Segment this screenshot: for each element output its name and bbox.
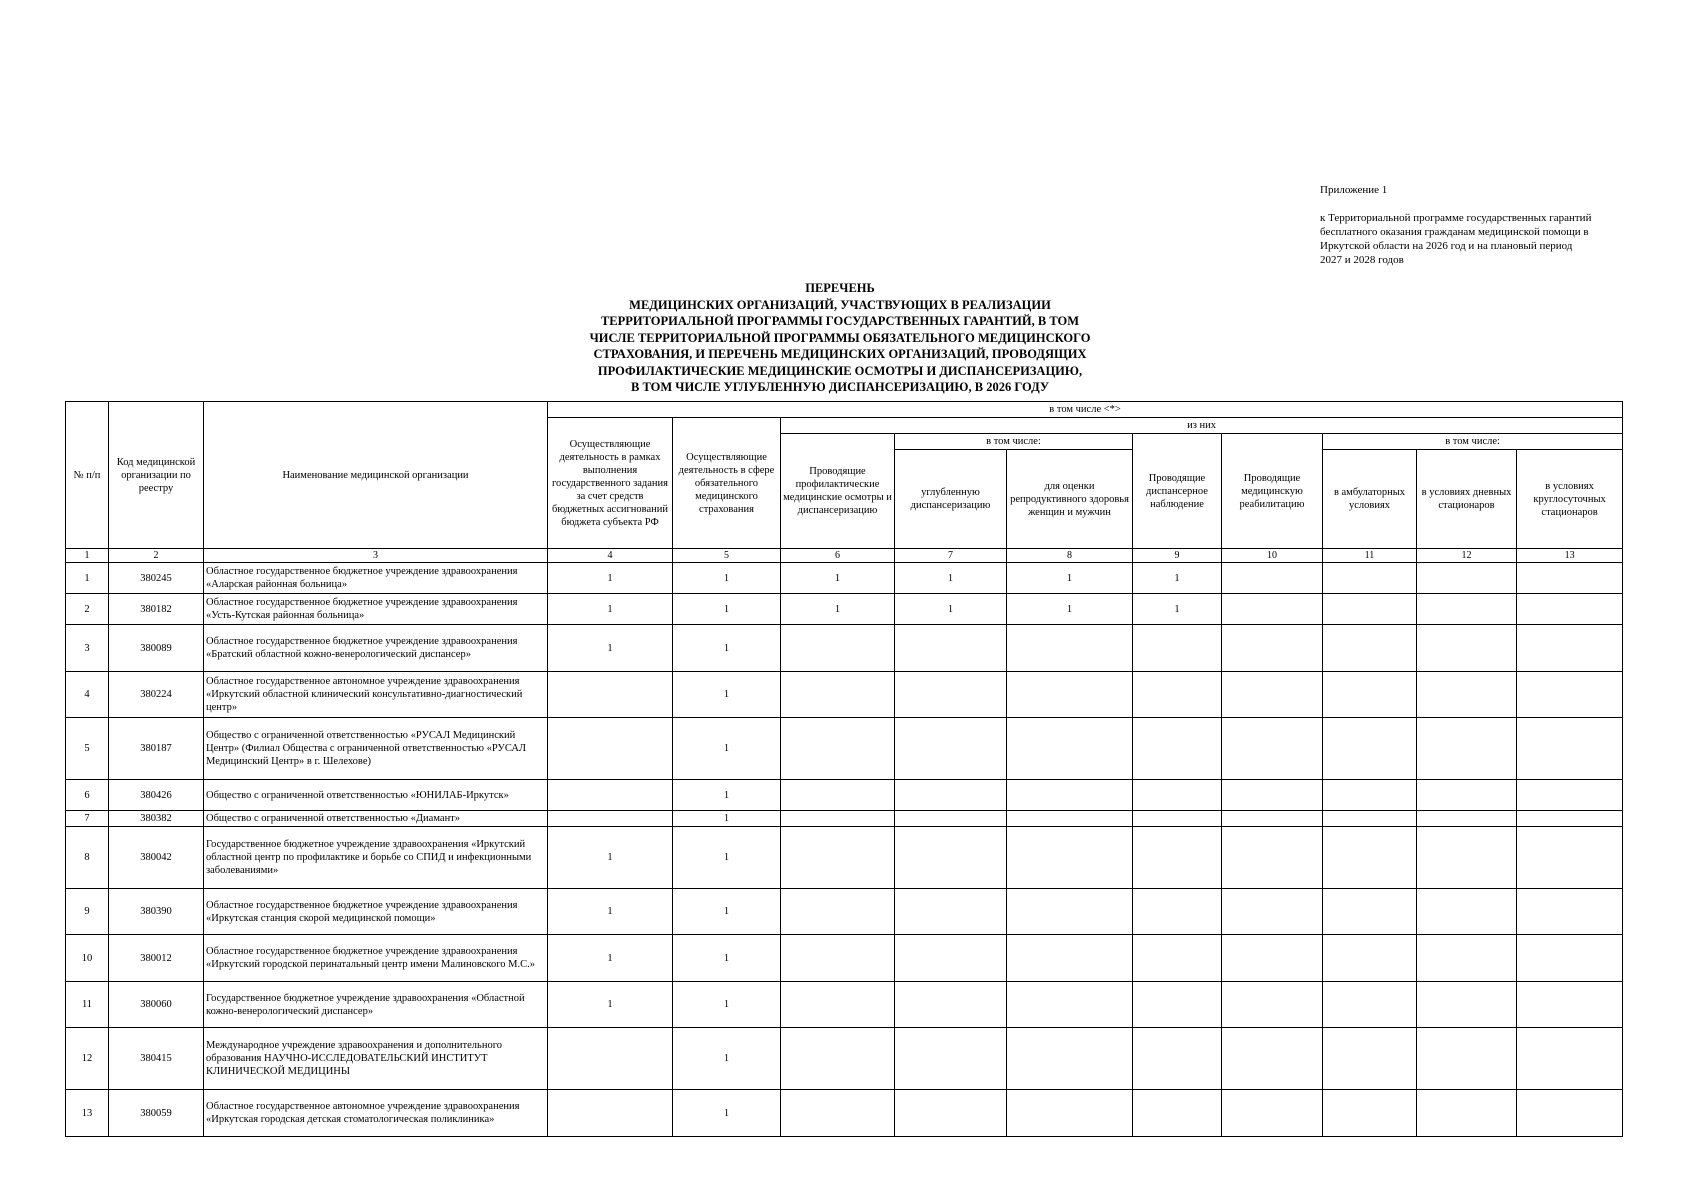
header-col5: Осуществляющие деятельность в сфере обязательного медицинского страхования (673, 418, 781, 549)
title-line: ПЕРЕЧЕНЬ (805, 281, 875, 295)
flag-cell-col9 (1133, 625, 1222, 672)
flag-cell-col13 (1517, 889, 1623, 935)
appendix-line: бесплатного оказания гражданам медицинской помощи в (1320, 226, 1589, 238)
flag-cell-col12 (1417, 594, 1517, 625)
column-number: 1 (66, 549, 109, 563)
flag-cell-col7 (895, 1090, 1007, 1137)
flag-cell-col11 (1323, 594, 1417, 625)
column-number: 7 (895, 549, 1007, 563)
flag-cell-col12 (1417, 672, 1517, 718)
flag-cell-col11 (1323, 625, 1417, 672)
registry-code: 380089 (109, 625, 204, 672)
flag-cell-col6 (781, 780, 895, 811)
flag-cell-col13 (1517, 982, 1623, 1028)
row-number: 11 (66, 982, 109, 1028)
appendix-title: Приложение 1 (1320, 184, 1388, 196)
flag-cell-col13 (1517, 625, 1623, 672)
table-row (66, 780, 1623, 811)
title-line: ПРОФИЛАКТИЧЕСКИЕ МЕДИЦИНСКИЕ ОСМОТРЫ И ДИСПАНСЕРИЗАЦИЮ, (597, 363, 1083, 378)
flag-cell-col13 (1517, 780, 1623, 811)
flag-cell-col10 (1222, 563, 1323, 594)
flag-cell-col8: 1 (1007, 563, 1133, 594)
row-number: 1 (66, 563, 109, 594)
title-line: СТРАХОВАНИЯ, И ПЕРЕЧЕНЬ МЕДИЦИНСКИХ ОРГАНИЗАЦИЙ, ПРОВОДЯЩИХ (593, 347, 1087, 361)
column-number: 5 (673, 549, 781, 563)
flag-cell-col9 (1133, 672, 1222, 718)
flag-cell-col13 (1517, 594, 1623, 625)
organization-name: Областное государственное бюджетное учреждение здравоохранения «Иркутская станция скорой медицинской помощи» (204, 889, 548, 935)
table-row (66, 594, 1623, 625)
header-including: в том числе <*> (548, 402, 1623, 418)
organization-name: Общество с ограниченной ответственностью «РУСАЛ Медицинский Центр» (Филиал Общества с ограниченной ответственностью «РУСАЛ Медицинский Центр» в г. Шелехове) (204, 718, 548, 780)
flag-cell-col13 (1517, 718, 1623, 780)
flag-cell-col9 (1133, 780, 1222, 811)
header-col9: Проводящие диспансерное наблюдение (1133, 434, 1222, 549)
header-col8: для оценки репродуктивного здоровья женщин и мужчин (1007, 450, 1133, 549)
header-col12: в условиях дневных стационаров (1417, 450, 1517, 549)
organization-name: Государственное бюджетное учреждение здравоохранения «Иркутский областной центр по профилактике и борьбе со СПИД и инфекционными заболеваниями» (204, 827, 548, 889)
flag-cell-col6 (781, 982, 895, 1028)
header-col4: Осуществляющие деятельность в рамках выполнения государственного задания за счет средств бюджетных ассигнований бюджета субъекта РФ (548, 418, 673, 549)
flag-cell-col6 (781, 889, 895, 935)
table-row (66, 625, 1623, 672)
organization-name: Международное учреждение здравоохранения и дополнительного образования НАУЧНО-ИССЛЕДОВАТЕЛЬСКИЙ ИНСТИТУТ КЛИНИЧЕСКОЙ МЕДИЦИНЫ (204, 1028, 548, 1090)
title-line: МЕДИЦИНСКИХ ОРГАНИЗАЦИЙ, УЧАСТВУЮЩИХ В РЕАЛИЗАЦИИ (629, 297, 1051, 312)
flag-cell-col13 (1517, 672, 1623, 718)
flag-cell-col6 (781, 1028, 895, 1090)
flag-cell-col4: 1 (548, 625, 673, 672)
header-num: № п/п (66, 402, 109, 549)
column-number: 11 (1323, 549, 1417, 563)
flag-cell-col12 (1417, 563, 1517, 594)
flag-cell-col8 (1007, 780, 1133, 811)
flag-cell-col12 (1417, 827, 1517, 889)
flag-cell-col6 (781, 827, 895, 889)
flag-cell-col10 (1222, 594, 1323, 625)
flag-cell-col9 (1133, 1090, 1222, 1137)
flag-cell-col12 (1417, 1090, 1517, 1137)
flag-cell-col4 (548, 780, 673, 811)
flag-cell-col13 (1517, 1028, 1623, 1090)
flag-cell-col12 (1417, 935, 1517, 982)
header-including-2: в том числе: (895, 434, 1133, 450)
flag-cell-col8 (1007, 672, 1133, 718)
title-line: ЧИСЛЕ ТЕРРИТОРИАЛЬНОЙ ПРОГРАММЫ ОБЯЗАТЕЛЬНОГО МЕДИЦИНСКОГО (589, 330, 1091, 345)
flag-cell-col10 (1222, 811, 1323, 827)
row-number: 10 (66, 935, 109, 982)
flag-cell-col4: 1 (548, 563, 673, 594)
registry-code: 380382 (109, 811, 204, 827)
row-number: 4 (66, 672, 109, 718)
flag-cell-col10 (1222, 718, 1323, 780)
flag-cell-col12 (1417, 1028, 1517, 1090)
flag-cell-col6 (781, 1090, 895, 1137)
flag-cell-col4: 1 (548, 889, 673, 935)
flag-cell-col7 (895, 780, 1007, 811)
flag-cell-col7 (895, 1028, 1007, 1090)
organization-name: Областное государственное бюджетное учреждение здравоохранения «Иркутский городской перинатальный центр имени Малиновского М.С.» (204, 935, 548, 982)
flag-cell-col7 (895, 625, 1007, 672)
flag-cell-col11 (1323, 718, 1417, 780)
appendix-line: 2027 и 2028 годов (1320, 254, 1404, 266)
header-of-them: из них (781, 418, 1623, 434)
flag-cell-col13 (1517, 811, 1623, 827)
flag-cell-col4 (548, 811, 673, 827)
row-number: 9 (66, 889, 109, 935)
table-row (66, 889, 1623, 935)
flag-cell-col5: 1 (673, 672, 781, 718)
column-number: 8 (1007, 549, 1133, 563)
organization-name: Областное государственное автономное учреждение здравоохранения «Иркутский областной клинический консультативно-диагностический центр» (204, 672, 548, 718)
registry-code: 380426 (109, 780, 204, 811)
flag-cell-col4: 1 (548, 935, 673, 982)
flag-cell-col7 (895, 935, 1007, 982)
flag-cell-col8 (1007, 889, 1133, 935)
flag-cell-col8 (1007, 982, 1133, 1028)
table-row (66, 718, 1623, 780)
table-row (66, 563, 1623, 594)
flag-cell-col11 (1323, 563, 1417, 594)
header-col11: в амбулаторных условиях (1323, 450, 1417, 549)
flag-cell-col8: 1 (1007, 594, 1133, 625)
header-col6: Проводящие профилактические медицинские осмотры и диспансеризацию (781, 434, 895, 549)
flag-cell-col9 (1133, 889, 1222, 935)
header-code: Код медицинской организации по реестру (109, 402, 204, 549)
table-row (66, 1090, 1623, 1137)
flag-cell-col4: 1 (548, 594, 673, 625)
header-col13: в условиях круглосуточных стационаров (1517, 450, 1623, 549)
flag-cell-col9: 1 (1133, 594, 1222, 625)
appendix-line: Иркутской области на 2026 год и на плановый период (1320, 240, 1573, 252)
flag-cell-col11 (1323, 1028, 1417, 1090)
flag-cell-col8 (1007, 718, 1133, 780)
title-line: ТЕРРИТОРИАЛЬНОЙ ПРОГРАММЫ ГОСУДАРСТВЕННЫХ ГАРАНТИЙ, В ТОМ (600, 314, 1080, 328)
table-row (66, 827, 1623, 889)
flag-cell-col4: 1 (548, 827, 673, 889)
registry-code: 380245 (109, 563, 204, 594)
flag-cell-col12 (1417, 982, 1517, 1028)
flag-cell-col10 (1222, 935, 1323, 982)
registry-code: 380224 (109, 672, 204, 718)
flag-cell-col11 (1323, 672, 1417, 718)
flag-cell-col5: 1 (673, 594, 781, 625)
flag-cell-col5: 1 (673, 1090, 781, 1137)
flag-cell-col11 (1323, 811, 1417, 827)
flag-cell-col7 (895, 982, 1007, 1028)
flag-cell-col10 (1222, 780, 1323, 811)
flag-cell-col5: 1 (673, 780, 781, 811)
flag-cell-col11 (1323, 780, 1417, 811)
row-number: 2 (66, 594, 109, 625)
flag-cell-col7 (895, 718, 1007, 780)
title-line: В ТОМ ЧИСЛЕ УГЛУБЛЕННУЮ ДИСПАНСЕРИЗАЦИЮ, В 2026 ГОДУ (630, 380, 1050, 394)
flag-cell-col8 (1007, 1090, 1133, 1137)
registry-code: 380415 (109, 1028, 204, 1090)
flag-cell-col12 (1417, 780, 1517, 811)
flag-cell-col5: 1 (673, 1028, 781, 1090)
organization-name: Государственное бюджетное учреждение здравоохранения «Областной кожно-венерологический диспансер» (204, 982, 548, 1028)
header-col10: Проводящие медицинскую реабилитацию (1222, 434, 1323, 549)
registry-code: 380059 (109, 1090, 204, 1137)
row-number: 13 (66, 1090, 109, 1137)
table-row (66, 935, 1623, 982)
flag-cell-col6 (781, 811, 895, 827)
flag-cell-col9 (1133, 827, 1222, 889)
registry-code: 380060 (109, 982, 204, 1028)
header-col7: углубленную диспансеризацию (895, 450, 1007, 549)
document-title (540, 280, 1140, 396)
row-number: 8 (66, 827, 109, 889)
organizations-table (65, 401, 1623, 1137)
registry-code: 380187 (109, 718, 204, 780)
flag-cell-col9 (1133, 935, 1222, 982)
table-row (66, 1028, 1623, 1090)
appendix-line: к Территориальной программе государственных гарантий (1320, 212, 1592, 224)
registry-code: 380390 (109, 889, 204, 935)
flag-cell-col5: 1 (673, 827, 781, 889)
flag-cell-col5: 1 (673, 625, 781, 672)
column-number: 3 (204, 549, 548, 563)
organization-name: Общество с ограниченной ответственностью «ЮНИЛАБ-Иркутск» (204, 780, 548, 811)
flag-cell-col11 (1323, 1090, 1417, 1137)
organization-name: Областное государственное бюджетное учреждение здравоохранения «Братский областной кожно-венерологический диспансер» (204, 625, 548, 672)
flag-cell-col12 (1417, 811, 1517, 827)
flag-cell-col12 (1417, 625, 1517, 672)
flag-cell-col9 (1133, 1028, 1222, 1090)
flag-cell-col10 (1222, 672, 1323, 718)
flag-cell-col7 (895, 672, 1007, 718)
table-row (66, 672, 1623, 718)
header-name: Наименование медицинской организации (204, 402, 548, 549)
flag-cell-col4 (548, 1028, 673, 1090)
flag-cell-col5: 1 (673, 935, 781, 982)
flag-cell-col7 (895, 889, 1007, 935)
flag-cell-col5: 1 (673, 563, 781, 594)
column-number: 12 (1417, 549, 1517, 563)
organization-name: Областное государственное бюджетное учреждение здравоохранения «Усть-Кутская районная больница» (204, 594, 548, 625)
table-row (66, 982, 1623, 1028)
organization-name: Общество с ограниченной ответственностью «Диамант» (204, 811, 548, 827)
flag-cell-col7: 1 (895, 594, 1007, 625)
flag-cell-col4 (548, 718, 673, 780)
column-number: 13 (1517, 549, 1623, 563)
flag-cell-col10 (1222, 827, 1323, 889)
flag-cell-col8 (1007, 1028, 1133, 1090)
flag-cell-col5: 1 (673, 889, 781, 935)
registry-code: 380182 (109, 594, 204, 625)
flag-cell-col10 (1222, 889, 1323, 935)
flag-cell-col11 (1323, 889, 1417, 935)
flag-cell-col9 (1133, 718, 1222, 780)
flag-cell-col12 (1417, 718, 1517, 780)
flag-cell-col9: 1 (1133, 563, 1222, 594)
flag-cell-col4 (548, 1090, 673, 1137)
flag-cell-col10 (1222, 982, 1323, 1028)
column-number: 2 (109, 549, 204, 563)
registry-code: 380012 (109, 935, 204, 982)
flag-cell-col13 (1517, 827, 1623, 889)
flag-cell-col12 (1417, 889, 1517, 935)
flag-cell-col10 (1222, 1090, 1323, 1137)
table-row (66, 811, 1623, 827)
flag-cell-col8 (1007, 827, 1133, 889)
registry-code: 380042 (109, 827, 204, 889)
row-number: 3 (66, 625, 109, 672)
flag-cell-col8 (1007, 811, 1133, 827)
flag-cell-col13 (1517, 563, 1623, 594)
flag-cell-col9 (1133, 811, 1222, 827)
flag-cell-col6 (781, 718, 895, 780)
flag-cell-col6: 1 (781, 563, 895, 594)
flag-cell-col7: 1 (895, 563, 1007, 594)
column-number: 9 (1133, 549, 1222, 563)
row-number: 5 (66, 718, 109, 780)
flag-cell-col6 (781, 935, 895, 982)
flag-cell-col4: 1 (548, 982, 673, 1028)
flag-cell-col11 (1323, 982, 1417, 1028)
organization-name: Областное государственное автономное учреждение здравоохранения «Иркутская городская детская стоматологическая поликлиника» (204, 1090, 548, 1137)
organization-name: Областное государственное бюджетное учреждение здравоохранения «Аларская районная больница» (204, 563, 548, 594)
flag-cell-col10 (1222, 625, 1323, 672)
column-number: 10 (1222, 549, 1323, 563)
column-number: 4 (548, 549, 673, 563)
flag-cell-col13 (1517, 1090, 1623, 1137)
flag-cell-col11 (1323, 827, 1417, 889)
flag-cell-col7 (895, 811, 1007, 827)
row-number: 6 (66, 780, 109, 811)
row-number: 7 (66, 811, 109, 827)
flag-cell-col10 (1222, 1028, 1323, 1090)
column-number: 6 (781, 549, 895, 563)
column-number-row (66, 549, 1623, 563)
flag-cell-col5: 1 (673, 811, 781, 827)
flag-cell-col5: 1 (673, 982, 781, 1028)
appendix-block (1320, 183, 1640, 267)
flag-cell-col9 (1133, 982, 1222, 1028)
flag-cell-col5: 1 (673, 718, 781, 780)
flag-cell-col6 (781, 625, 895, 672)
header-including-3: в том числе: (1323, 434, 1623, 450)
flag-cell-col6: 1 (781, 594, 895, 625)
flag-cell-col6 (781, 672, 895, 718)
flag-cell-col8 (1007, 935, 1133, 982)
flag-cell-col11 (1323, 935, 1417, 982)
flag-cell-col8 (1007, 625, 1133, 672)
row-number: 12 (66, 1028, 109, 1090)
flag-cell-col4 (548, 672, 673, 718)
flag-cell-col7 (895, 827, 1007, 889)
flag-cell-col13 (1517, 935, 1623, 982)
